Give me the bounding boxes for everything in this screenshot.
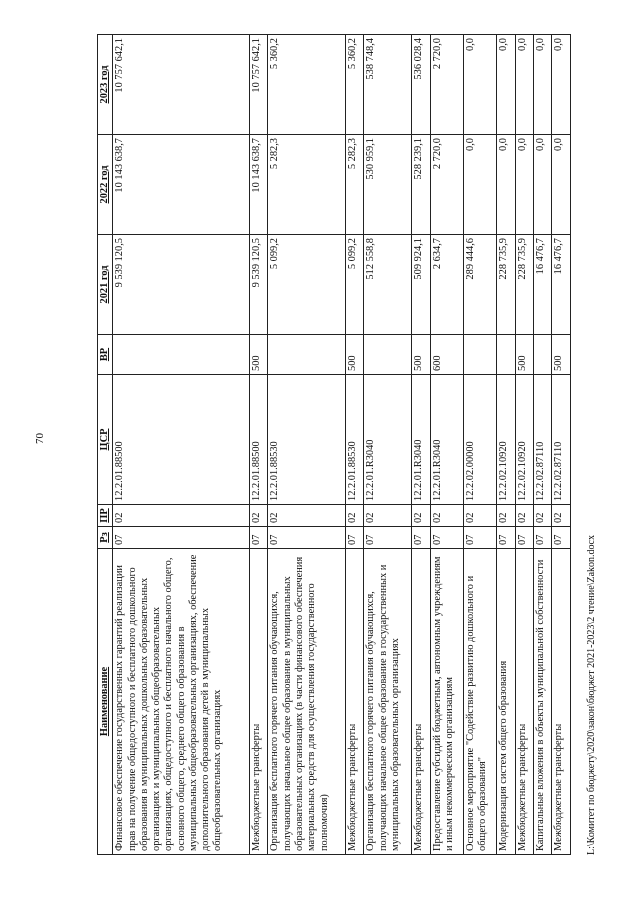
cell-2021: 2 634,7	[430, 235, 463, 335]
table-row	[515, 35, 533, 855]
cell-vr: 500	[552, 335, 571, 375]
cell-vr	[364, 335, 412, 375]
cell-pr: 02	[534, 505, 552, 527]
cell-rz: 07	[464, 527, 497, 549]
cell-2021: 512 558,8	[364, 235, 412, 335]
cell-rz: 07	[346, 527, 364, 549]
cell-name: Межбюджетные трансферты	[552, 549, 571, 855]
cell-name: Межбюджетные трансферты	[515, 549, 533, 855]
table-row	[430, 35, 463, 855]
cell-rz: 07	[268, 527, 346, 549]
cell-rz: 07	[430, 527, 463, 549]
table-row	[250, 35, 268, 855]
cell-vr	[464, 335, 497, 375]
table-row	[534, 35, 552, 855]
cell-csr: 12.2.01.R3040	[364, 375, 412, 505]
cell-2022: 10 143 638,7	[250, 135, 268, 235]
header-rz: Рз	[98, 527, 113, 549]
cell-2023: 2 720,0	[430, 35, 463, 135]
cell-vr	[268, 335, 346, 375]
cell-rz: 07	[412, 527, 430, 549]
cell-pr: 02	[515, 505, 533, 527]
cell-name: Финансовое обеспечение государственных гарантий реализации прав на получение общедоступного и бесплатного дошкольного образования в муниципальных дошкольных образовательных организациях и муниципальных общеобразовательных организациях, общедоступного и бесплатного начального общего, основного общего, среднего общего образования в муниципальных общеобразовательных организациях, обеспечение дополнительного образования детей в муниципальных общеобразовательных организациях	[113, 549, 250, 855]
cell-2022: 528 239,1	[412, 135, 430, 235]
cell-csr: 12.2.02.10920	[497, 375, 515, 505]
cell-pr: 02	[552, 505, 571, 527]
cell-2023: 0,0	[497, 35, 515, 135]
table-row	[552, 35, 571, 855]
cell-pr: 02	[250, 505, 268, 527]
cell-pr: 02	[464, 505, 497, 527]
cell-2022: 530 959,1	[364, 135, 412, 235]
cell-name: Межбюджетные трансферты	[412, 549, 430, 855]
cell-csr: 12.2.01.88530	[346, 375, 364, 505]
cell-rz: 07	[497, 527, 515, 549]
cell-2023: 0,0	[515, 35, 533, 135]
cell-2021: 16 476,7	[552, 235, 571, 335]
table-row	[364, 35, 412, 855]
cell-2021: 16 476,7	[534, 235, 552, 335]
cell-name: Основное мероприятие "Содействие развитию дошкольного и общего образования"	[464, 549, 497, 855]
cell-vr	[534, 335, 552, 375]
cell-2023: 10 757 642,1	[250, 35, 268, 135]
cell-2021: 228 735,9	[515, 235, 533, 335]
cell-csr: 12.2.02.10920	[515, 375, 533, 505]
cell-csr: 12.2.01.88500	[250, 375, 268, 505]
table-header-row	[98, 35, 113, 855]
table-row	[464, 35, 497, 855]
header-pr: ПР	[98, 505, 113, 527]
cell-vr: 500	[346, 335, 364, 375]
cell-2022: 0,0	[534, 135, 552, 235]
cell-rz: 07	[250, 527, 268, 549]
header-name: Наименование	[98, 549, 113, 855]
cell-csr: 12.2.02.87110	[534, 375, 552, 505]
cell-vr: 600	[430, 335, 463, 375]
header-2022: 2022 год	[98, 135, 113, 235]
cell-vr: 500	[412, 335, 430, 375]
cell-name: Межбюджетные трансферты	[250, 549, 268, 855]
cell-2023: 0,0	[552, 35, 571, 135]
header-vr: ВР	[98, 335, 113, 375]
cell-pr: 02	[113, 505, 250, 527]
cell-2021: 5 099,2	[268, 235, 346, 335]
cell-csr: 12.2.01.R3040	[412, 375, 430, 505]
header-2021: 2021 год	[98, 235, 113, 335]
cell-pr: 02	[268, 505, 346, 527]
cell-2022: 5 282,3	[346, 135, 364, 235]
table-row	[268, 35, 346, 855]
cell-rz: 07	[515, 527, 533, 549]
cell-2022: 10 143 638,7	[113, 135, 250, 235]
cell-csr: 12.2.01.88530	[268, 375, 346, 505]
cell-2022: 5 282,3	[268, 135, 346, 235]
cell-pr: 02	[430, 505, 463, 527]
cell-name: Предоставление субсидий бюджетным, автономным учреждениям и иным некоммерческим организациям	[430, 549, 463, 855]
cell-name: Модернизация систем общего образования	[497, 549, 515, 855]
cell-2022: 0,0	[497, 135, 515, 235]
cell-2023: 5 360,2	[268, 35, 346, 135]
cell-2023: 10 757 642,1	[113, 35, 250, 135]
cell-2023: 538 748,4	[364, 35, 412, 135]
cell-2021: 5 099,2	[346, 235, 364, 335]
cell-2022: 2 720,0	[430, 135, 463, 235]
cell-csr: 12.2.02.00000	[464, 375, 497, 505]
cell-vr	[497, 335, 515, 375]
cell-rz: 07	[552, 527, 571, 549]
cell-vr: 500	[250, 335, 268, 375]
cell-2021: 9 539 120,5	[113, 235, 250, 335]
cell-2021: 289 444,6	[464, 235, 497, 335]
cell-pr: 02	[412, 505, 430, 527]
table-row	[412, 35, 430, 855]
cell-vr	[113, 335, 250, 375]
cell-2023: 536 028,4	[412, 35, 430, 135]
cell-csr: 12.2.02.87110	[552, 375, 571, 505]
cell-rz: 07	[364, 527, 412, 549]
cell-rz: 07	[534, 527, 552, 549]
cell-csr: 12.2.01.R3040	[430, 375, 463, 505]
cell-2021: 228 735,9	[497, 235, 515, 335]
cell-2021: 509 924,1	[412, 235, 430, 335]
cell-2021: 9 539 120,5	[250, 235, 268, 335]
cell-2022: 0,0	[552, 135, 571, 235]
budget-table-container	[97, 35, 571, 855]
cell-2023: 0,0	[464, 35, 497, 135]
header-csr: ЦСР	[98, 375, 113, 505]
cell-pr: 02	[497, 505, 515, 527]
cell-csr: 12.2.01.88500	[113, 375, 250, 505]
cell-rz: 07	[113, 527, 250, 549]
table-row	[497, 35, 515, 855]
table-row	[113, 35, 250, 855]
cell-2022: 0,0	[464, 135, 497, 235]
cell-name: Капитальные вложения в объекты муниципальной собственности	[534, 549, 552, 855]
table-row	[346, 35, 364, 855]
cell-2022: 0,0	[515, 135, 533, 235]
cell-name: Организация бесплатного горячего питания обучающихся, получающих начальное общее образование в государственных и муниципальных образовательных организациях	[364, 549, 412, 855]
cell-vr: 500	[515, 335, 533, 375]
cell-pr: 02	[364, 505, 412, 527]
cell-name: Межбюджетные трансферты	[346, 549, 364, 855]
page-number-text: 70	[34, 433, 46, 444]
cell-name: Организация бесплатного горячего питания обучающихся, получающих начальное общее образование в муниципальных образовательных организациях (в части финансового обеспечения материальных средств для осуществления государственного полномочия)	[268, 549, 346, 855]
header-2023: 2023 год	[98, 35, 113, 135]
cell-2023: 5 360,2	[346, 35, 364, 135]
footer-file-path: L:\Комитет по бюджету\2020\закон\бюджет 2021-2023\2 чтение\Zakon.docx	[586, 535, 597, 855]
cell-pr: 02	[346, 505, 364, 527]
budget-table	[97, 34, 571, 855]
cell-2023: 0,0	[534, 35, 552, 135]
